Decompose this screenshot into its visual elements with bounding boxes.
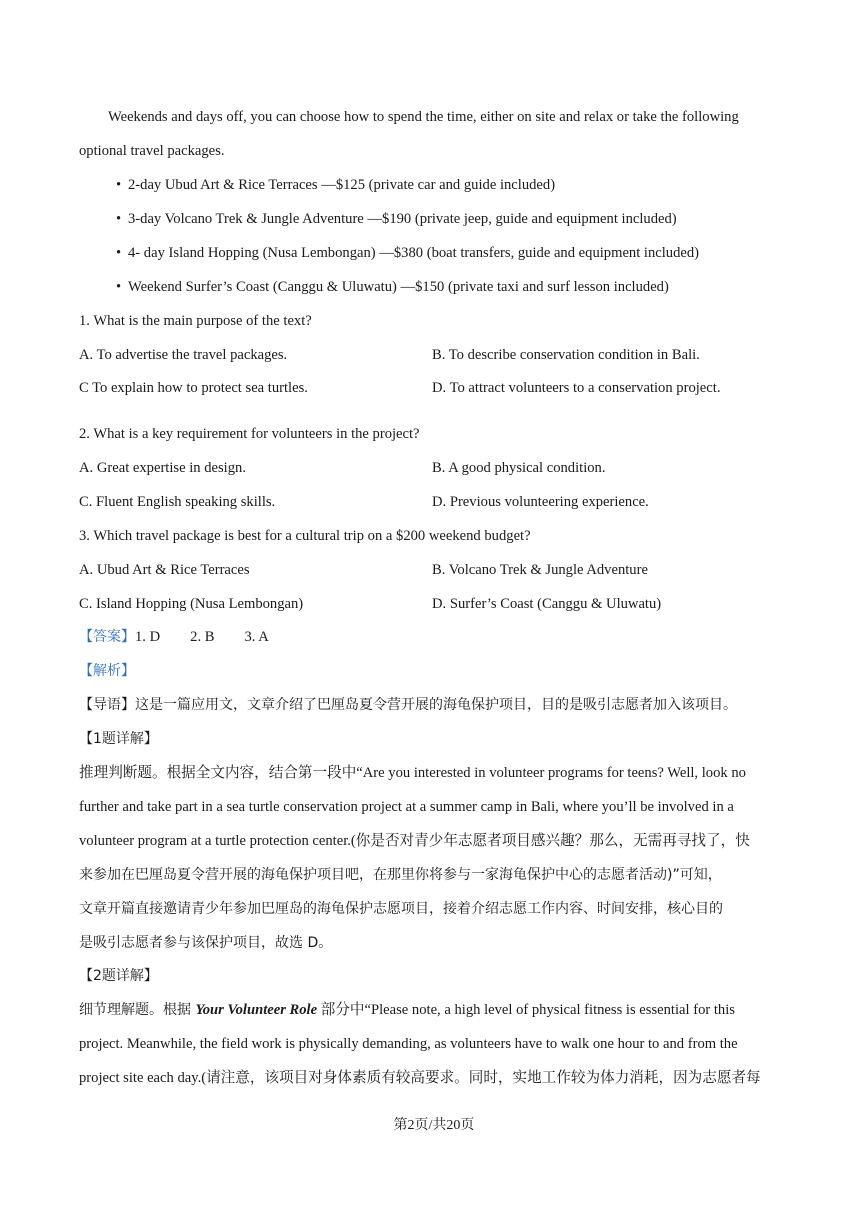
question-2-option-d: D. Previous volunteering experience. (432, 494, 649, 510)
q1-detail-line: 推理判断题。根据全文内容，结合第一段中“Are you interested in volunteer programs for teens? Well, look no (79, 765, 746, 781)
question-1-stem: 1. What is the main purpose of the text? (79, 313, 312, 329)
question-2-option-c: C. Fluent English speaking skills. (79, 494, 276, 510)
question-2-option-b: B. A good physical condition. (432, 460, 606, 476)
question-3-option-c: C. Island Hopping (Nusa Lembongan) (79, 596, 304, 612)
question-1-option-c: C To explain how to protect sea turtles. (79, 380, 308, 396)
bullet-icon: • (116, 177, 122, 193)
bullet-icon: • (116, 279, 122, 295)
q2-detail-line-1: 细节理解题。根据 Your Volunteer Role 部分中“Please note, a high level of physical fitness is essential for this (79, 1002, 735, 1018)
q1-detail-line: volunteer program at a turtle protection center.(你是否对青少年志愿者项目感兴趣？那么，无需再寻找了，快 (79, 833, 750, 849)
bullet-icon: • (116, 245, 122, 261)
answer-label: 【答案】 (79, 629, 135, 645)
question-3-option-a: A. Ubud Art & Rice Terraces (79, 562, 250, 578)
answer-line (79, 627, 269, 647)
intro-line-1: Weekends and days off, you can choose how to spend the time, either on site and relax or take the following (108, 109, 739, 125)
answer-3: 3. A (244, 629, 269, 645)
q1-detail-line: further and take part in a sea turtle conservation project at a summer camp in Bali, where you’ll be involved in a (79, 799, 734, 815)
question-1-option-b: B. To describe conservation condition in Bali. (432, 347, 700, 363)
q1-detail-line: 文章开篇直接邀请青少年参加巴厘岛的海龟保护志愿项目，接着介绍志愿工作内容、时间安排，核心目的 (79, 901, 723, 917)
q2-detail-line: project. Meanwhile, the field work is physically demanding, as volunteers have to walk one hour to and from the (79, 1036, 738, 1052)
question-2-stem: 2. What is a key requirement for volunteers in the project? (79, 426, 420, 442)
q1-detail-line: 来参加在巴厘岛夏令营开展的海龟保护项目吧，在那里你将参与一家海龟保护中心的志愿者活动)”可知， (79, 867, 722, 883)
section-name: Your Volunteer Role (195, 1002, 318, 1018)
package-item: • 3-day Volcano Trek & Jungle Adventure —$190 (private jeep, guide and equipment included) (116, 211, 677, 227)
bullet-icon: • (116, 211, 122, 227)
question-3-option-d: D. Surfer’s Coast (Canggu & Uluwatu) (432, 596, 662, 612)
package-item: • Weekend Surfer’s Coast (Canggu & Uluwatu) —$150 (private taxi and surf lesson included) (116, 279, 669, 295)
question-1-option-a: A. To advertise the travel packages. (79, 347, 288, 363)
question-3-stem: 3. Which travel package is best for a cultural trip on a $200 weekend budget? (79, 528, 531, 544)
q2-detail-line: project site each day.(请注意，该项目对身体素质有较高要求。同时，实地工作较为体力消耗，因为志愿者每 (79, 1070, 761, 1086)
answer-1: 1. D (135, 629, 161, 645)
guide-text: 这是一篇应用文，文章介绍了巴厘岛夏令营开展的海龟保护项目，目的是吸引志愿者加入该项目。 (135, 697, 737, 713)
package-item: • 2-day Ubud Art & Rice Terraces —$125 (private car and guide included) (116, 177, 556, 193)
question-3-option-b: B. Volcano Trek & Jungle Adventure (432, 562, 648, 578)
page-footer: 第2页/共20页 (393, 1118, 475, 1133)
guide-line (79, 695, 737, 715)
package-item: • 4- day Island Hopping (Nusa Lembongan) —$380 (boat transfers, guide and equipment included) (116, 245, 700, 261)
question-1-option-d: D. To attract volunteers to a conservation project. (432, 380, 721, 396)
intro-line-2: optional travel packages. (79, 143, 225, 159)
guide-label: 【导语】 (79, 697, 135, 713)
q1-heading: 【1题详解】 (79, 731, 158, 747)
analysis-label: 【解析】 (79, 663, 135, 679)
q1-detail-line: 是吸引志愿者参与该保护项目，故选 D。 (79, 935, 333, 951)
question-2-option-a: A. Great expertise in design. (79, 460, 246, 476)
answer-2: 2. B (190, 629, 215, 645)
q2-heading: 【2题详解】 (79, 968, 158, 984)
